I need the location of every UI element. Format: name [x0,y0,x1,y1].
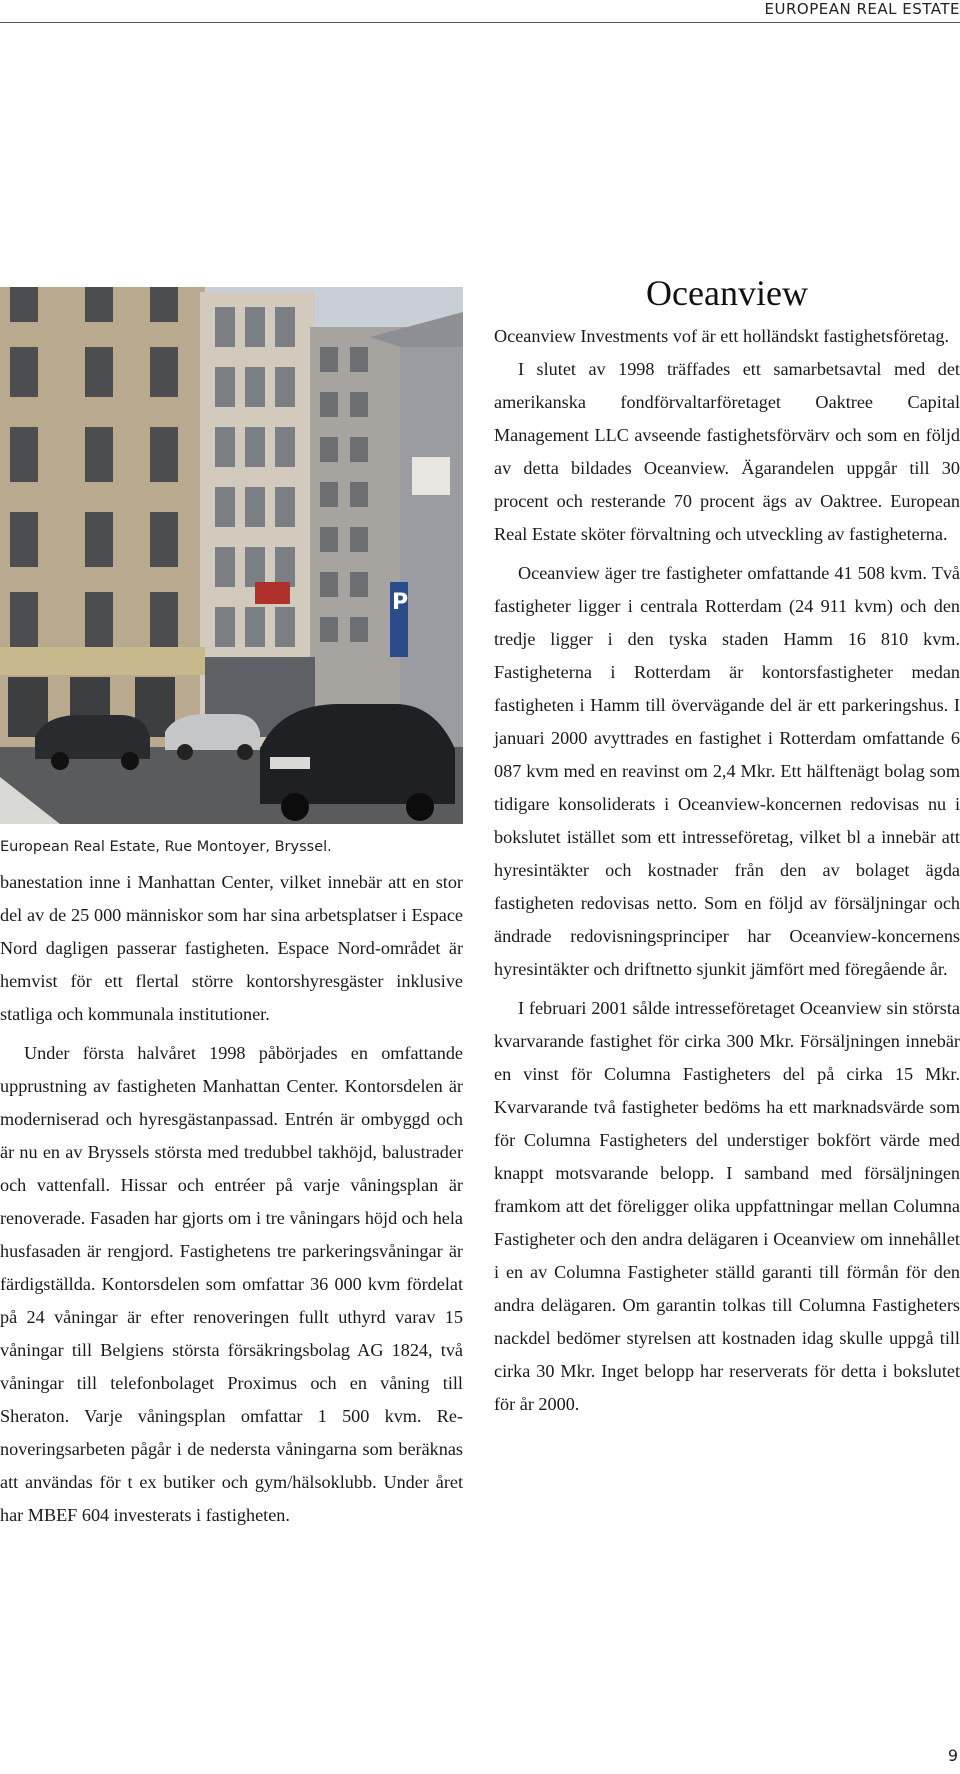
oceanview-paragraph-2: I slutet av 1998 träffades ett samarbetsavtal med det amerikanska fondförvaltarföretaget Oaktree Capital Management LLC avseende fastighetsförvärv och som en följd av detta bildades Oceanview. Ägarandelen uppgår till 30 procent och resterande 70 procent ägs av Oaktree. European Real Estate sköter förvaltning och utveckling av fastigheterna. [494,359,960,544]
oceanview-paragraph-3: Oceanview äger tre fastigheter omfattande 41 508 kvm. Två fastigheter ligger i centrala Rotterdam (24 911 kvm) och den tredje ligger i den tyska staden Hamm 16 810 kvm. Fastigheterna i Rotterdam är kontorsfastigheter medan fastigheten i Hamm till övervägande del är ett parkeringshus. I januari 2000 avyttrades en fastighet i Rotterdam omfattande 6 087 kvm med en reavinst om 2,4 Mkr. Ett hälftenägt bolag som tidigare konsoliderats i Oceanview-koncernen redovisas nu i bokslutet istället som ett intresseföretag, vilket bl a innebär att hyresintäkter och kostnader från den av bolaget ägda fastigheten redovisas netto. Som en följd av försäljningar och ändrade redovisningsprinciper har Oceanview-koncernens hyresintäkter och driftnetto sjunkit jämfört med föregående år. [494,563,960,979]
left-paragraph-2: Under första halvåret 1998 påbörjades en omfattande upprustning av fastigheten Manhattan Center. Kontorsdelen är moderniserad och hyresgästanpassad. Entrén är ombyggd och är nu en av Bryssels största med tredubbel takhöjd, balustrader och vattenfall. Hissar och entréer på varje våningsplan är renoverade. Fasaden har gjorts om i tre våningars höjd och hela husfasaden är rengjord. Fastighetens tre parkeringsvåningar är färdigställda. Kontorsdelen som omfattar 36 000 kvm fördelat på 24 våningar är efter renoveringen fullt uthyrd varav 15 våningar till Belgiens största försäkringsbolag AG 1824, två våningar till telefonbolaget Proximus och en våning till Sheraton. Varje våningsplan omfattar 1 500 kvm. Renoveringsarbeten pågår i de nedersta våningarna som beräknas att användas för t ex butiker och gym/hälsoklubb. Under året har MBEF 604 investerats i fastigheten. [0,1043,463,1525]
parking-sign-letter: P [392,590,409,615]
oceanview-paragraph-4: I februari 2001 sålde intresseföretaget Oceanview sin största kvarvarande fastighet för cirka 300 Mkr. Försäljningen innebär en vinst för Columna Fastigheters del på cirka 15 Mkr. Kvarvarande två fastigheter bedöms ha ett marknadsvärde som för Columna Fastigheters del understiger bokfört värde med knappt motsvarande belopp. I samband med försäljningen framkom att det föreligger olika uppfattningar mellan Columna Fastigheter och den andra delägaren i Oceanview om innehållet i en av Columna Fastigheter ställd garanti till förmån för den andra delägaren. Om garantin tolkas till Columna Fastigheters nackdel bedömer styrelsen att kostnaden idag skulle uppgå till cirka 30 Mkr. Inget belopp har reserverats för detta i bokslutet för år 2000. [494,998,960,1414]
page-number: 9 [947,1746,958,1765]
running-header: EUROPEAN REAL ESTATE [764,0,960,18]
header-rule [0,22,960,23]
building-photo-illustration [0,287,463,824]
oceanview-paragraph-1: Oceanview Investments vof är ett holländskt fastighetsföretag. [494,326,950,346]
section-heading-oceanview: Oceanview [646,273,808,313]
photo-caption: European Real Estate, Rue Montoyer, Bryssel. [0,839,332,855]
right-text-column [494,320,960,1421]
building-photo [0,287,463,824]
left-text-column [0,866,463,1532]
left-paragraph-1: banestation inne i Manhattan Center, vilket innebär att en stor del av de 25 000 människor som har sina arbetsplatser i Espace Nord dagligen passerar fastigheten. Espace Nord-området är hemvist för ett flertal större kontorshyresgäster inklusive statliga och kommunala institutioner. [0,872,463,1024]
